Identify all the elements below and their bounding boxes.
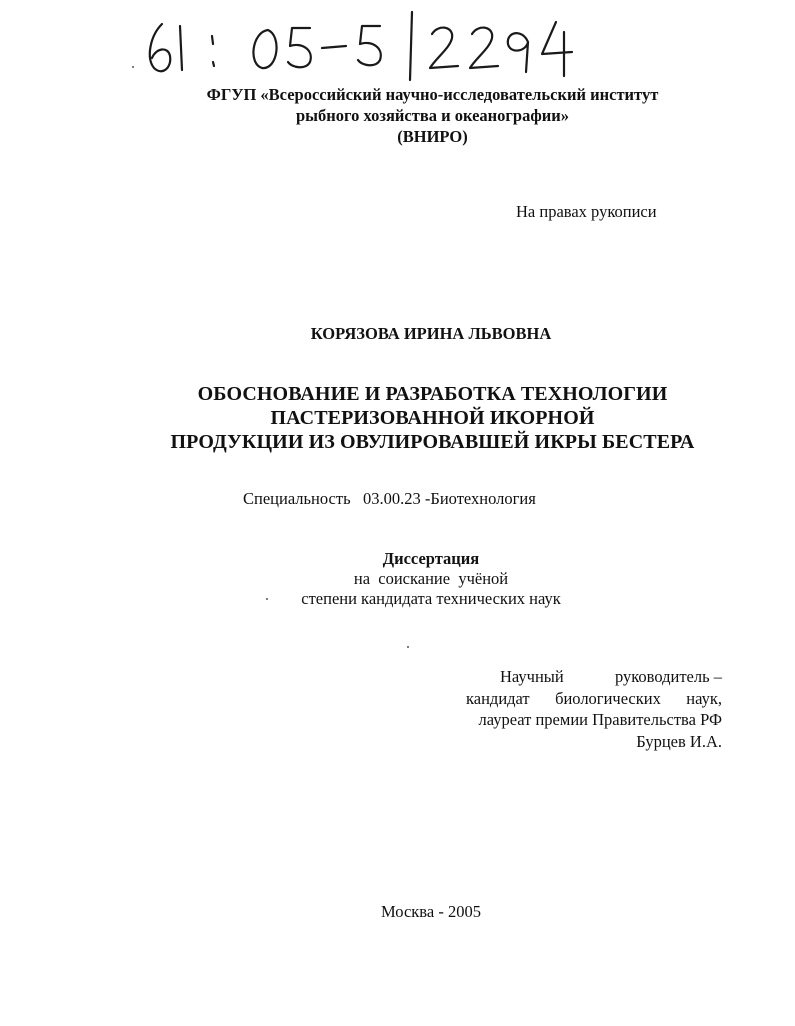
advisor-line-2-word-3: наук, — [686, 688, 722, 708]
advisor-line-1-word-1: Научный — [500, 667, 564, 686]
title-line-3: ПРОДУКЦИИ ИЗ ОВУЛИРОВАВШЕЙ ИКРЫ БЕСТЕРА — [170, 431, 695, 453]
advisor-line-2-word-2: биологических — [555, 688, 661, 708]
handwritten-strokes — [140, 6, 580, 86]
rights-note: На правах рукописи — [516, 202, 657, 221]
scan-speck — [266, 598, 268, 600]
scan-speck — [407, 646, 409, 648]
specialty — [243, 489, 536, 509]
title-line-1: ОБОСНОВАНИЕ И РАЗРАБОТКА ТЕХНОЛОГИИ — [197, 383, 668, 405]
dissertation-block — [0, 549, 795, 609]
dissertation-line-3: степени кандидата технических наук — [301, 589, 561, 608]
organization-line-2: рыбного хозяйства и океанографии» — [295, 106, 570, 125]
dissertation-heading: Диссертация — [382, 549, 480, 568]
advisor-line-2-word-1: кандидат — [466, 688, 530, 708]
advisor-name: Бурцев И.А. — [636, 731, 722, 751]
author-name: КОРЯЗОВА ИРИНА ЛЬВОВНА — [310, 324, 552, 343]
scientific-advisor — [458, 666, 722, 752]
city-year: Москва - 2005 — [381, 902, 481, 921]
scan-speck — [132, 66, 134, 68]
advisor-line-3: лауреат премии Правительства РФ — [478, 710, 722, 729]
specialty-code: 03.00.23 -Биотехнология — [362, 489, 536, 508]
organization-header — [0, 84, 795, 147]
advisor-line-1 — [458, 666, 722, 688]
organization-abbreviation: (ВНИРО) — [397, 127, 468, 146]
advisor-line-2 — [458, 688, 722, 710]
handwritten-archive-number — [140, 6, 580, 86]
advisor-line-1-word-2: руководитель – — [614, 667, 722, 686]
dissertation-title — [0, 382, 795, 454]
dissertation-line-2: на соискание учёной — [353, 569, 509, 588]
title-line-2: ПАСТЕРИЗОВАННОЙ ИКОРНОЙ — [270, 407, 595, 429]
organization-line-1: ФГУП «Всероссийский научно-исследовательский институт — [206, 85, 659, 104]
specialty-label: Специальность — [243, 489, 351, 508]
